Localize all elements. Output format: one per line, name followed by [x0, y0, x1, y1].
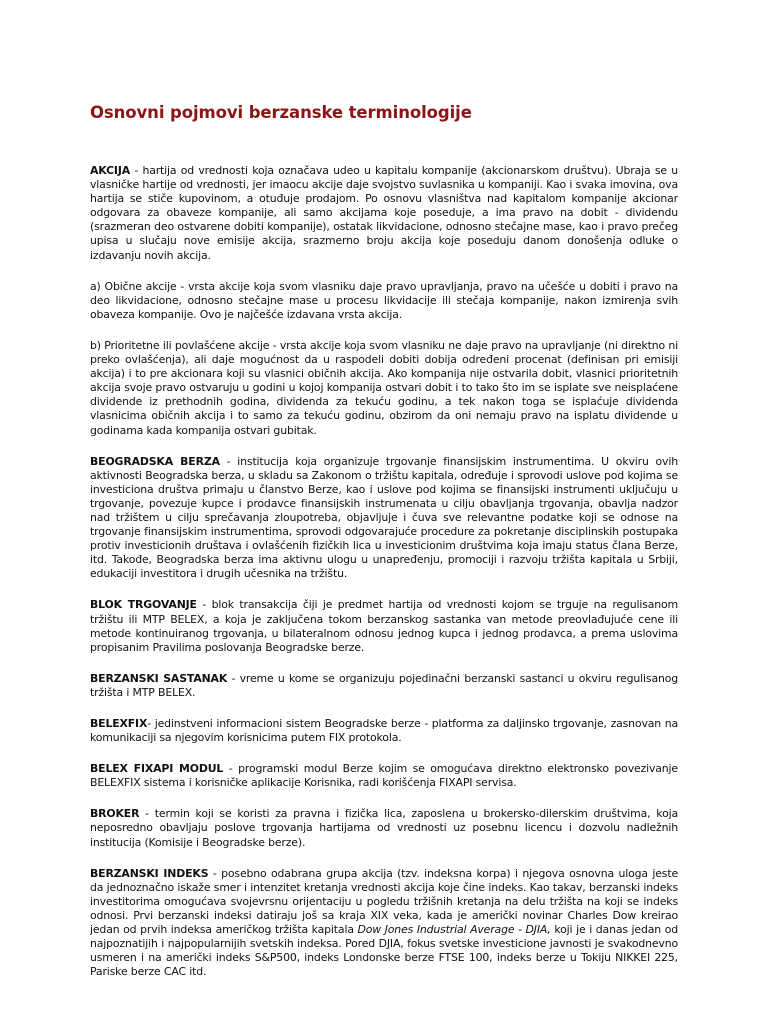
paragraph-blok-trgovanje [90, 598, 678, 654]
term-berzanski-indeks: BERZANSKI INDEKS [90, 866, 209, 880]
paragraph-berzanski-indeks [90, 867, 678, 980]
term-beogradska-berza: BEOGRADSKA BERZA [90, 454, 220, 468]
paragraph-obicne-akcije [90, 280, 678, 322]
definition-berzanski-indeks-part2: koji je i danas jedan od najpoznatijih i najpopularnijih svetskih indeksa. Pored DJIA, fokus svetske investicione javnosti je svakodnevno usmeren i na američki indeks S&P500, indeks Londonske berze FTSE 100, indeks berze u Tokiju NIKKEI 225, Pariske berze CAC itd. [90, 923, 678, 979]
definition-obicne-akcije: a) Obične akcije - vrsta akcije koja svom vlasniku daje pravo upravljanja, pravo na učešće u dobiti i pravo na deo likvidacione, odnosno stečajne mase u procesu likvidacije ili stečaja kompanije, nakon izmirenja svih obaveza kompanije. Ovo je najčešće izdavana vrsta akcija. [90, 279, 678, 321]
definition-broker: - termin koji se koristi za pravna i fizička lica, zaposlena u brokersko-dilerskim društvima, koja neposredno obavljaju poslove trgovanja hartijama od vrednosti uz posebnu licencu i dozvolu nadležnih institucija (Komisije i Beogradske berze). [90, 807, 678, 849]
term-belex-fixapi-modul: BELEX FIXAPI MODUL [90, 762, 224, 776]
paragraph-belexfix [90, 717, 678, 745]
term-berzanski-sastanak: BERZANSKI SASTANAK [90, 671, 228, 685]
term-akcija: AKCIJA [90, 164, 131, 177]
term-belexfix: BELEXFIX [90, 717, 148, 730]
paragraph-berzanski-sastanak [90, 672, 678, 700]
definition-berzanski-sastanak: - vreme u kome se organizuju pojedinačni berzanski sastanci u okviru regulisanog tržišta i MTP BELEX. [90, 671, 678, 699]
paragraph-prioritetne-akcije [90, 339, 678, 438]
paragraph-akcija [90, 164, 678, 263]
page-title: Osnovni pojmovi berzanske terminologije [90, 103, 472, 122]
definition-prioritetne-akcije: b) Prioritetne ili povlašćene akcije - vrsta akcije koja svom vlasniku ne daje pravo na upravljanje (ni direktno ni preko ovlašćenja), ali daje mogućnost da u raspodeli dobiti dobija određeni procenat (definisan pri emisiji akcija) i to pre akcionara koji su vlasnici običnih akcija. Ako kompanija nije ostvarila dobit, vlasnici prioritetnih akcija svoje pravo ostvaruju u godini u kojoj kompanija ostvari dobit i to tako što im se isplate sve neisplaćene dividende iz prethodnih godina, dividenda za tekuću godinu, a tek nakon toga se isplaćuje dividenda vlasnicima običnih akcija i to samo za tekuću godinu, obzirom da oni nemaju pravo na isplatu dividende u godinama kada kompanija ostvari gubitak. [90, 338, 678, 437]
definition-berzanski-indeks-part1: - posebno odabrana grupa akcija (tzv. indeksna korpa) i njegova osnovna uloga jeste da jednoznačno iskaže smer i intenzitet kretanja vrednosti akcija koje čine indeks. Kao takav, berzanski indeks investitorima omogućava svojevrsnu orijentaciju u pogledu tržišnih kretanja na delu tržišta na koji se indeks odnosi. Prvi berzanski indeksi datiraju još sa kraja XIX veka, kada je američki novinar Charles Dow kreirao jedan od prvih indeksa američkog tržišta kapitala [90, 866, 678, 937]
definition-blok-trgovanje: - blok transakcija čiji je predmet hartija od vrednosti kojom se trguje na regulisanom tržištu ili MTP BELEX, a koja je zaključena tokom berzanskog sastanka van metode preovlađujuće cene ili metode kontinuiranog trgovanja, u bilateralnom odnosu jednog kupca i jednog prodavca, a prema uslovima propisanim Pravilima poslovanja Beogradske berze. [90, 598, 678, 654]
term-broker: BROKER [90, 807, 140, 821]
definition-akcija: - hartija od vrednosti koja označava udeo u kapitalu kompanije (akcionarskom društvu). Ubraja se u vlasničke hartije od vrednosti, jer imaocu akcije daje svojstvo suvlasnika u kompaniji. Kao i svaka imovina, ova hartija se stiče kupovinom, a otuđuje prodajom. Po osnovu vlasništva nad kapitalom kompanije akcionar odgovara za obaveze kompanije, ali samo akcijama koje poseduje, a ima pravo na dobit - dividendu (srazmeran deo ostvarene dobiti kompanije), ostatak likvidacione, odnosno stečajne mase, kao i pravo prečeg upisa u slučaju nove emisije akcija, srazmerno broju akcija koje poseduju danom donošenja odluke o izdavanju novih akcija. [90, 164, 678, 262]
definition-belex-fixapi-modul: - programski modul Berze kojim se omogućava direktno elektronsko povezivanje BELEXFIX sistema i korisničke aplikacije Korisnika, radi korišćenja FIXAPI servisa. [90, 762, 678, 790]
paragraph-beogradska-berza [90, 455, 678, 582]
document-body [90, 164, 678, 996]
definition-belexfix: - jedinstveni informacioni sistem Beogradske berze - platforma za daljinsko trgovanje, zasnovan na komunikaciji sa njegovim korisnicima putem FIX protokola. [90, 717, 678, 745]
definition-beogradska-berza: - institucija koja organizuje trgovanje finansijskim instrumentima. U okviru ovih aktivnosti Beogradska berza, u skladu sa Zakonom o tržištu kapitala, određuje i sprovodi uslove pod kojima se investiciona društva primaju u članstvo Berze, kao i uslove pod kojima se finansijski instrumenti uključuju u trgovanje, povezuje kupce i prodavce finansijskih instrumenata u cilju obavljanja trgovanja, obavlja nadzor nad tržištem u cilju sprečavanja zloupotreba, objavljuje i čuva sve relevantne podatke koji se odnose na trgovanje finansijskim instrumentima, sprovodi odgovarajuće procedure za pokretanje disciplinskih postupaka protiv investicionih društava i ovlašćenih fizičkih lica u investicionim društvima koja imaju status člana Berze, itd. Takođe, Beogradska berza ima aktivnu ulogu u unapređenju, promociji i razvoju tržišta kapitala u Srbiji, edukaciji investitora i drugih učesnika na tržištu. [90, 454, 678, 581]
paragraph-broker [90, 807, 678, 849]
term-blok-trgovanje: BLOK TRGOVANJE [90, 598, 197, 612]
definition-berzanski-indeks-italic: Dow Jones Industrial Average - DJIA, [357, 923, 551, 937]
paragraph-belex-fixapi-modul [90, 762, 678, 790]
